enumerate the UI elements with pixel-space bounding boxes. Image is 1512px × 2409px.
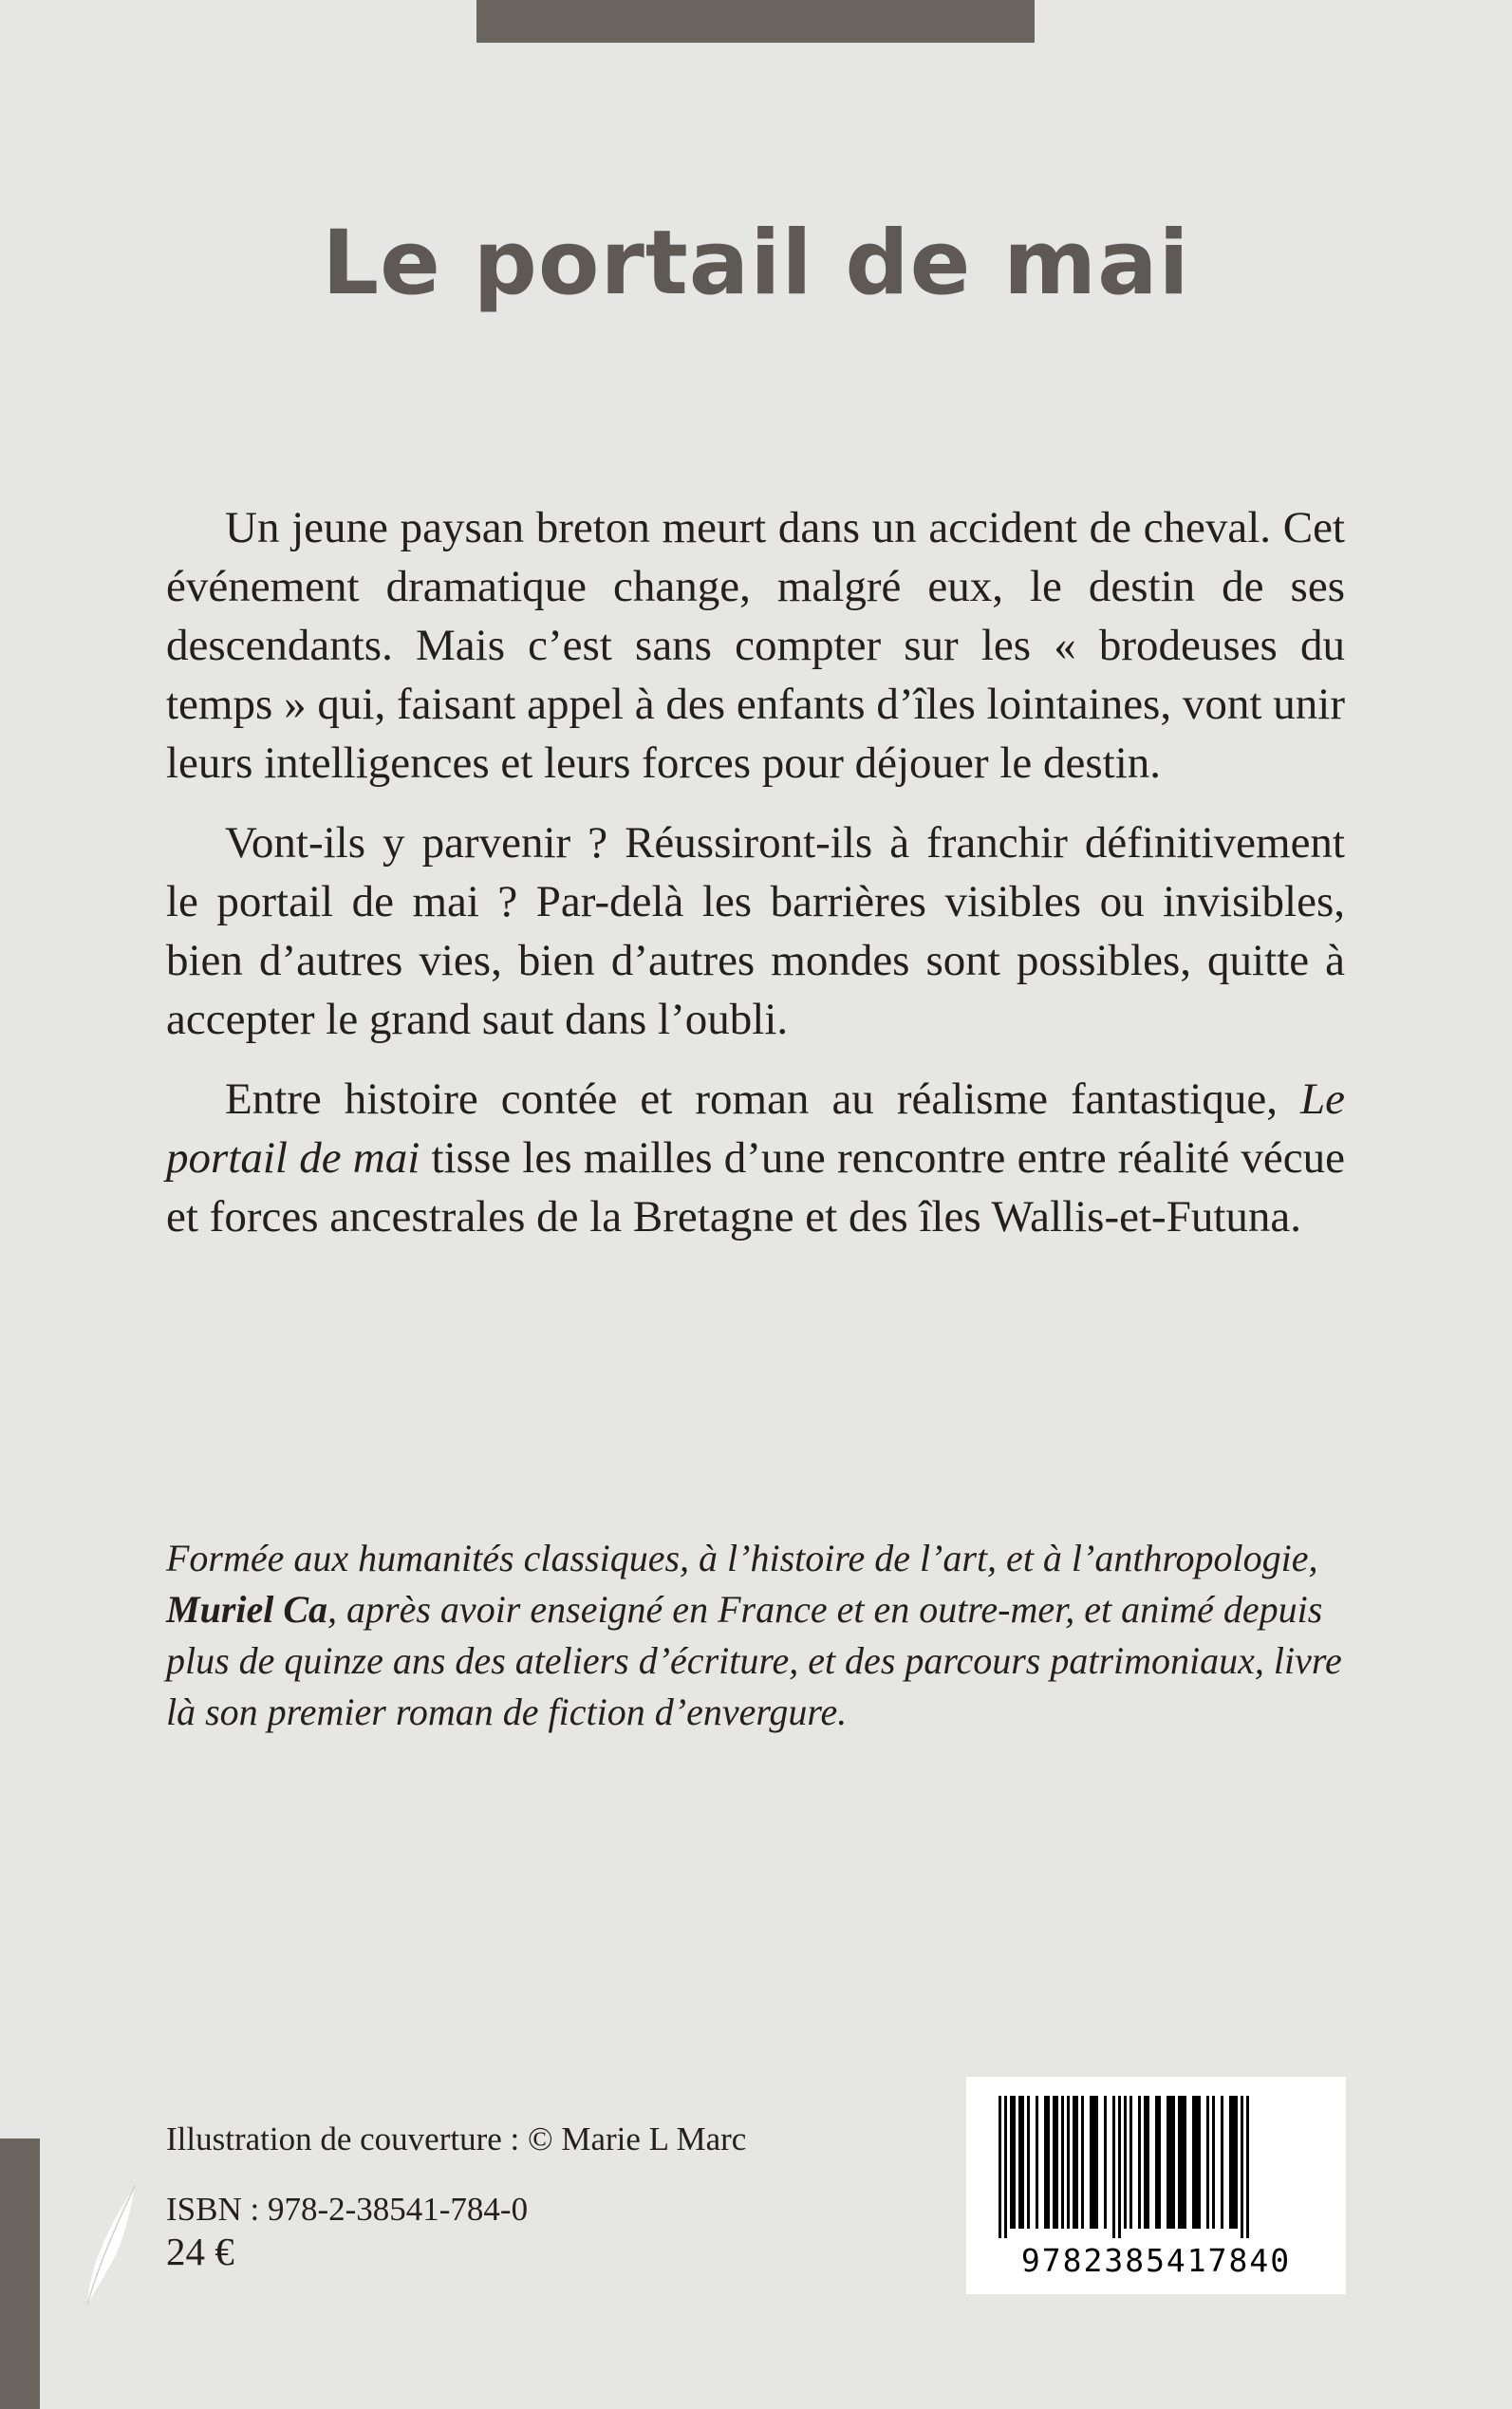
barcode-bar: [1053, 2096, 1058, 2229]
barcode-bars: [995, 2096, 1317, 2238]
blurb-book-title-italic: Le portail de mai: [166, 1074, 1345, 1183]
blurb-paragraph-1: Un jeune paysan breton meurt dans un accident de cheval. Cet événement dramatique change, malgré eux, le destin de ses descendants. Mais c’est sans compter sur les « brodeuses du temps » qui, faisant appel à des enfants d’îles lointaines, vont unir leurs intelligences et leurs forces pour déjouer le destin.: [166, 503, 1345, 788]
barcode-bar: [1027, 2096, 1030, 2229]
barcode-bar: [1112, 2096, 1115, 2238]
barcode-bar: [1229, 2096, 1238, 2229]
barcode-bar: [1246, 2096, 1249, 2238]
blurb-paragraph-2: Vont-ils y parvenir ? Réussiront-ils à franchir définitivement le portail de mai ? Par-delà les barrières visibles ou invisibles, bien d’autres vies, bien d’autres mondes sont possibles, quitte à accepter le grand saut dans l’oubli.: [166, 818, 1345, 1044]
book-title: Le portail de mai: [322, 212, 1190, 315]
barcode-bar: [1212, 2096, 1215, 2229]
barcode-bar: [1073, 2096, 1078, 2229]
barcode-bar: [1206, 2096, 1209, 2229]
barcode-bar: [1104, 2096, 1107, 2229]
barcode-bar: [1155, 2096, 1161, 2229]
publication-credits: [166, 2119, 746, 2272]
blurb-paragraph-3: [166, 1070, 1345, 1246]
left-accent-strip: [0, 2138, 40, 2409]
barcode-bar: [1118, 2096, 1121, 2238]
barcode: [966, 2077, 1346, 2294]
barcode-bar: [1192, 2096, 1201, 2229]
barcode-bar: [1167, 2096, 1175, 2229]
barcode-bar: [1061, 2096, 1064, 2229]
barcode-bar: [1144, 2096, 1149, 2229]
barcode-bar: [1090, 2096, 1098, 2229]
barcode-bar: [1067, 2096, 1070, 2229]
barcode-bar: [1010, 2096, 1016, 2229]
author-name: Muriel Ca: [166, 1588, 328, 1631]
price-label: 24 €: [166, 2230, 234, 2273]
back-cover-blurb: [166, 498, 1345, 1267]
barcode-bar: [1178, 2096, 1186, 2229]
barcode-bar: [1044, 2096, 1050, 2229]
illustration-credit: Illustration de couverture : © Marie L Marc: [166, 2120, 747, 2157]
barcode-bar: [1004, 2096, 1007, 2238]
barcode-bar: [999, 2096, 1001, 2238]
barcode-bar: [1018, 2096, 1024, 2229]
blurb-paragraph-3-rest: tisse les mailles d’une rencontre entre réalité vécue et forces ancestrales de la Bretagne et des îles Wallis-et-Futuna.: [166, 1133, 1346, 1242]
barcode-bar: [1124, 2096, 1127, 2229]
barcode-bar: [1138, 2096, 1141, 2229]
author-bio-intro: Formée aux humanités classiques, à l’histoire de l’art, et à l’anthropologie,: [166, 1537, 1318, 1579]
barcode-bar: [1129, 2096, 1132, 2229]
top-accent-bar: [476, 0, 1035, 43]
barcode-number: 9782385417840: [1020, 2242, 1292, 2279]
barcode-bar: [1241, 2096, 1243, 2238]
barcode-bar: [1081, 2096, 1084, 2229]
barcode-bar: [1221, 2096, 1223, 2229]
blurb-paragraph-3-intro: Entre histoire contée et roman au réalisme fantastique,: [225, 1074, 1278, 1124]
author-bio: [166, 1533, 1353, 1738]
isbn-label: ISBN : 978-2-38541-784-0: [166, 2191, 529, 2228]
feather-icon: [80, 2181, 146, 2309]
barcode-bar: [1036, 2096, 1038, 2229]
author-bio-rest: , après avoir enseigné en France et en outre-mer, et animé depuis plus de quinze ans des ateliers d’écriture, et des parcours patrimoniaux, livre là son premier roman de fiction d’envergure.: [166, 1588, 1342, 1733]
